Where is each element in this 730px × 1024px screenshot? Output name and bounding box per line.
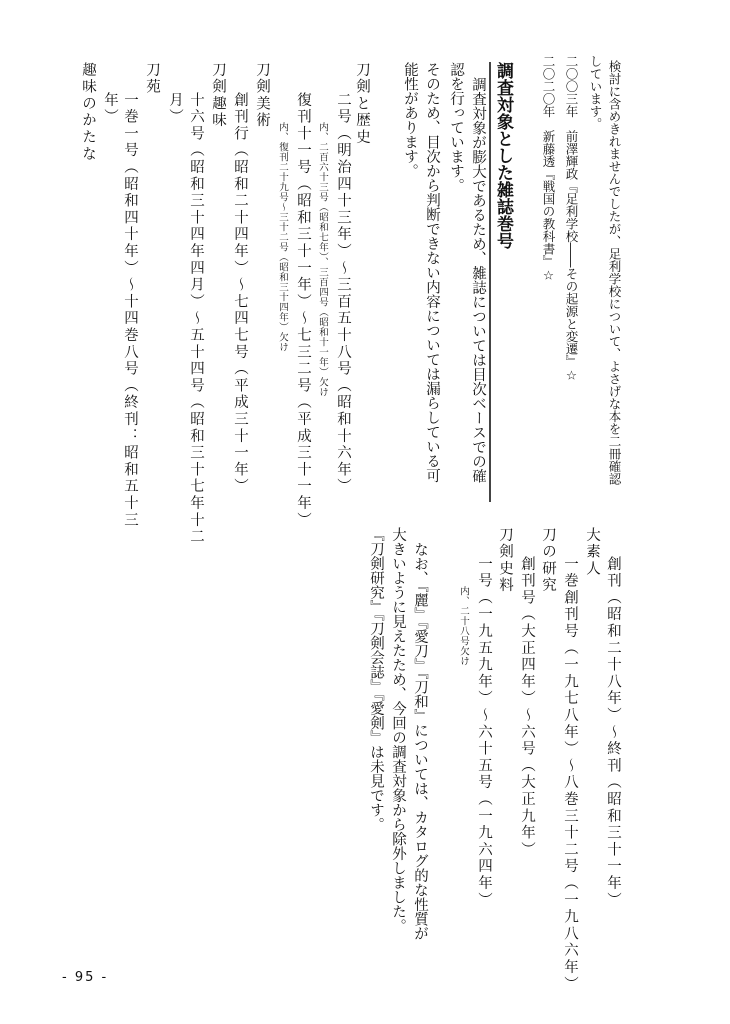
closing-line: 大きいように見えたため、今回の調査対象から除外しました。 xyxy=(390,527,406,933)
magazine-title: 刀苑 xyxy=(144,62,160,96)
magazine-range: 一号（一九五九年）～六十五号（一九六四年） xyxy=(476,556,492,909)
closing-line: なお、『麗』『愛刀』『刀和』については、カタログ的な性質が xyxy=(412,542,428,941)
magazine-range: 一巻一号（昭和四十年）～十四巻八号（終刊：昭和五十三 xyxy=(122,92,138,529)
magazine-range: 創刊号（大正四年）～六号（大正九年） xyxy=(519,556,535,859)
heading-rule xyxy=(489,62,491,502)
magazine-range: 月） xyxy=(167,92,183,126)
intro-line: 調査対象が膨大であるため、雑誌については目次ベースでの確 xyxy=(470,77,486,483)
magazine-range: 創刊行（昭和二十四年）～七四七号（平成三十一年） xyxy=(232,92,248,496)
section-heading: 調査対象とした雑誌巻号 xyxy=(493,62,513,249)
page-number: - 95 - xyxy=(62,970,109,985)
missing-note: 内、二十八号欠け xyxy=(458,586,469,666)
missing-note: 内、二百六十三号（昭和七年）、三百四号（昭和十一年）欠け xyxy=(317,122,328,398)
magazine-range: 年） xyxy=(102,92,118,126)
magazine-title: 刀剣美術 xyxy=(254,62,270,130)
note-line: しています。 xyxy=(588,55,603,130)
magazine-title: 趣味のかたな xyxy=(80,62,96,163)
intro-line: 認を行っています。 xyxy=(448,62,464,193)
magazine-range: 一巻創刊号（一九七八年）～八巻三十二号（一九八六年） xyxy=(562,556,578,993)
magazine-range: 創刊（昭和二十八年）～終刊（昭和三十一年） xyxy=(605,556,621,909)
magazine-title: 刀の研究 xyxy=(540,527,556,595)
magazine-range: 復刊十一号（昭和三十一年）～七三二号（平成三十一年） xyxy=(295,92,311,529)
magazine-range: 十六号（昭和三十四年四月）～五十四号（昭和三十七年十二 xyxy=(188,92,204,546)
magazine-range: 二号（明治四十三年）～三百五十八号（昭和十六年） xyxy=(335,92,351,496)
magazine-title: 刀剣趣味 xyxy=(210,62,226,130)
note-line: 検討に含めきれませんでしたが、足利学校について、よさげな本を二冊確認 xyxy=(607,60,622,485)
intro-line: そのため、目次から判断できない内容については漏らしている可 xyxy=(424,62,440,483)
magazine-title: 刀剣と歴史 xyxy=(354,62,370,146)
intro-line: 能性があります。 xyxy=(402,62,418,178)
magazine-title: 刀剣史料 xyxy=(497,527,513,595)
magazine-title: 大素人 xyxy=(584,527,600,578)
closing-line: 『刀剣研究』『刀剣会誌』『愛剣』は未見です。 xyxy=(368,527,384,832)
reference-item: 二〇二〇年 新藤透『戦国の教科書』☆ xyxy=(541,55,556,283)
missing-note: 内、復刊二十九号～三十二号（昭和三十四年）欠け xyxy=(277,122,288,352)
reference-item: 二〇〇三年 前澤輝政『足利学校――その起源と変遷』☆ xyxy=(564,55,579,383)
